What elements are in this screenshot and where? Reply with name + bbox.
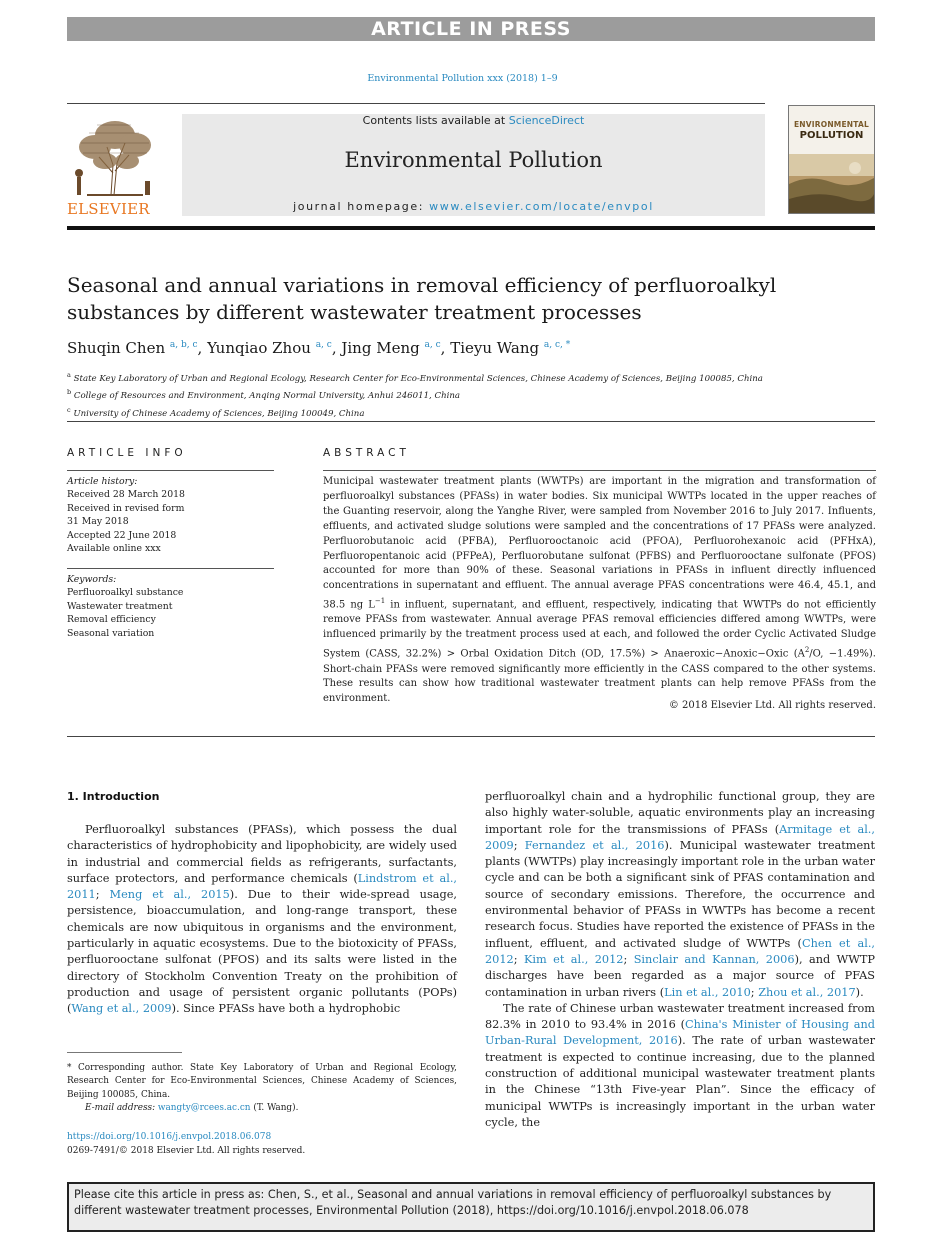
cover-title-2: POLLUTION bbox=[799, 130, 864, 141]
footnote-rule bbox=[67, 1052, 182, 1053]
header-thick-rule bbox=[67, 226, 875, 230]
sciencedirect-link[interactable]: ScienceDirect bbox=[508, 114, 585, 127]
affiliation-b: $^b$ College of Resources and Environment, Anqing Normal University, Anhui 246011, China bbox=[67, 388, 461, 402]
journal-reference[interactable]: Environmental Pollution xxx (2018) 1–9 bbox=[367, 73, 558, 84]
history-label: Article history: bbox=[67, 476, 138, 487]
section-heading: 1. Introduction bbox=[67, 790, 160, 803]
body-column-left: Perfluoroalkyl substances (PFASs), which possess the dual characteristics of hydrophobicity and lipophobicity, are widely used in industrial and commercial fields as refrigerants, surfactants, surface protectors, and performance chemicals (Lindstrom et al., 2011; Meng et al., 2015). Due to their wide-spread usage, persistence, bioaccumulation, and long-range transport, these chemicals are now ubiquitous in organisms and the environment, particularly in aquatic ecosystems. Due to the biotoxicity of PFASs, perfluorooctane sulfonat (PFOS) and its salts were listed in the directory of Stockholm Convention Treaty on the prohibition of production and usage of persistent organic pollutants (POPs) (Wang et al., 2009). Since PFASs have both a hydrophobic bbox=[67, 823, 457, 1016]
author-affil-marks[interactable]: a, c bbox=[315, 340, 332, 350]
history-item: Received in revised form bbox=[67, 502, 185, 514]
abstract-heading: ABSTRACT bbox=[323, 447, 410, 459]
keywords-label: Keywords: bbox=[67, 574, 117, 585]
elsevier-wordmark: ELSEVIER bbox=[67, 200, 150, 218]
citation-link[interactable]: Lin et al., 2010 bbox=[664, 985, 751, 999]
citation-link[interactable]: China's Minister of Housing and Urban-Rural Development, 2016 bbox=[485, 1018, 876, 1048]
citation-link[interactable]: Zhou et al., 2017 bbox=[758, 985, 856, 999]
corresponding-author-footnote: * Corresponding author. State Key Laboratory of Urban and Regional Ecology, Research Center for Eco-Environmental Sciences, Chinese Academy of Sciences, Beijing 100085, China. E-mail address: wangty@rcees.ac.cn (T. Wang). bbox=[67, 1063, 457, 1114]
author-list: Shuqin Chen $^{a, b, c}$, Yunqiao Zhou $^{a, c}$, Jing Meng $^{a, c}$, Tieyu Wang $^{a, c, *}$ bbox=[67, 339, 571, 357]
keyword: Seasonal variation bbox=[67, 627, 155, 639]
history-item: Available online xxx bbox=[67, 543, 161, 555]
author-name[interactable]: Tieyu Wang bbox=[450, 339, 540, 357]
article-title: Seasonal and annual variations in removal efficiency of perfluoroalkyl substances by different wastewater treatment processes bbox=[67, 273, 777, 324]
article-history bbox=[67, 475, 274, 555]
author-name[interactable]: Shuqin Chen bbox=[67, 339, 166, 357]
doi-link[interactable]: https://doi.org/10.1016/j.envpol.2018.06.078 bbox=[67, 1132, 272, 1142]
citation-link[interactable]: Kim et al., 2012 bbox=[523, 952, 624, 966]
divider bbox=[67, 421, 875, 422]
body-column-right: perfluoroalkyl chain and a hydrophilic functional group, they are also highly water-soluble, aquatic environments play an increasing important role for the transmissions of PFASs (Armitage et al., 2009; Fernandez et al., 2016). Municipal wastewater treatment plants (WWTPs) play increasingly important role in the urban water cycle and can be both a significant sink of PFAS contamination and source of secondary emissions. Therefore, the occurrence and environmental behavior of PFASs in WWTPs has become a recent research focus. Studies have reported the existence of PFASs in the influent, effluent, and activated sludge of WWTPs (Chen et al., 2012; Kim et al., 2012; Sinclair and Kannan, 2006), and WWTP discharges have been regarded as a major source of PFAS contamination in urban rivers (Lin et al., 2010; Zhou et al., 2017). The rate of Chinese urban wastewater treatment increased from 82.3% in 2010 to 93.4% in 2016 (China's Minister of Housing and Urban-Rural Development, 2016). The rate of urban wastewater treatment is expected to continue increasing, due to the planned construction of additional municipal wastewater treatment plants in the Chinese “13th Five-year Plan”. Since the efficacy of municipal WWTPs is increasingly important in the urban water cycle, the bbox=[485, 790, 876, 1129]
citation-link[interactable]: Fernandez et al., 2016 bbox=[524, 838, 665, 852]
author-name[interactable]: Yunqiao Zhou bbox=[207, 339, 311, 357]
header-rule bbox=[67, 103, 765, 104]
citation-link[interactable]: Lindstrom et al., 2011 bbox=[67, 871, 457, 902]
keyword: Wastewater treatment bbox=[67, 600, 173, 612]
history-item: 31 May 2018 bbox=[67, 516, 129, 528]
abstract-copyright: © 2018 Elsevier Ltd. All rights reserved. bbox=[668, 700, 876, 711]
abstract-text: Municipal wastewater treatment plants (WWTPs) are important in the migration and transformation of perfluoroalkyl substances (PFASs) in water bodies. Six municipal WWTPs located in the upper reaches of the Guanting reservoir, along the Yanghe River, were sampled from November 2016 to July 2017. Influents, effluents, and activated sludge solutions were sampled and the concentrations of 17 PFASs were analyzed. Perfluorobutanoic acid (PFBA), Perfluorooctanoic acid (PFOA), Perfluorohexanoic acid (PFHxA), Perfluoropentanoic acid (PFPeA), Perfluorobutane sulfonat (PFBS) and Perfluorooctane sulfonate (PFOS) accounted for more than 90% of these. Seasonal variations in PFASs in influent directly influenced concentrations in supernatant and effluent. The annual average PFAS concentrations were 46.4, 45.1, and 38.5 ng $L^{-1}$ in influent, supernatant, and effluent, respectively, indicating that WWTPs do not efficiently remove PFASs from wastewater. Annual average PFAS removal efficiencies differed among WWTPs, were influenced primarily by the treatment process used at each, and followed the order Cyclic Activated Sludge System (CASS, 32.2%) > Orbal Oxidation Ditch (OD, 17.5%) > Anaeroxic−Anoxic−Oxic ($A^2/O$, −1.49%). Short-chain PFASs were removed significantly more efficiently in the CASS compared to the other systems. These results can show how traditional wastewater treatment plants can help remove PFASs from the environment. bbox=[323, 476, 876, 705]
divider bbox=[67, 568, 274, 569]
citation-link[interactable]: Meng et al., 2015 bbox=[109, 888, 230, 902]
cite-this-article-box: Please cite this article in press as: Chen, S., et al., Seasonal and annual variations in removal efficiency of perfluoroalkyl substances by different wastewater treatment processes, Environmental Pollution (2018), https://doi.org/10.1016/j.envpol.2018.06.078 bbox=[67, 1182, 875, 1232]
issn-line: 0269-7491/© 2018 Elsevier Ltd. All rights reserved. bbox=[67, 1145, 306, 1156]
affiliation-c: $^c$ University of Chinese Academy of Sciences, Beijing 100049, China bbox=[67, 405, 365, 419]
author-affil-marks[interactable]: a, c, * bbox=[543, 340, 571, 350]
citation-link[interactable]: Wang et al., 2009 bbox=[71, 1002, 172, 1016]
citation-link[interactable]: Armitage et al., 2009 bbox=[485, 822, 875, 852]
doi-block bbox=[67, 1131, 305, 1158]
keywords bbox=[67, 573, 274, 640]
cover-photo bbox=[789, 154, 874, 214]
journal-title: Environmental Pollution bbox=[344, 148, 603, 172]
history-item: Accepted 22 June 2018 bbox=[67, 529, 177, 541]
article-info-heading: ARTICLE INFO bbox=[67, 447, 187, 459]
divider bbox=[67, 470, 274, 471]
keyword: Perfluoroalkyl substance bbox=[67, 587, 184, 599]
homepage-link[interactable]: www.elsevier.com/locate/envpol bbox=[429, 200, 654, 213]
affiliations bbox=[67, 369, 875, 421]
author-affil-marks[interactable]: a, c bbox=[424, 340, 441, 350]
journal-cover[interactable] bbox=[788, 105, 875, 214]
keyword: Removal efficiency bbox=[67, 614, 156, 626]
citation-link[interactable]: Chen et al., 2012 bbox=[485, 936, 875, 966]
affiliation-a: $^a$ State Key Laboratory of Urban and Regional Ecology, Research Center for Eco-Environmental Sciences, Chinese Academy of Sciences, Beijing 100085, China bbox=[67, 371, 763, 384]
citation-link[interactable]: Sinclair and Kannan, 2006 bbox=[633, 952, 795, 966]
divider bbox=[323, 470, 876, 471]
email-link[interactable]: wangty@rcees.ac.cn bbox=[157, 1103, 251, 1114]
article-in-press-banner: ARTICLE IN PRESS bbox=[67, 17, 875, 41]
author-name[interactable]: Jing Meng bbox=[341, 339, 420, 357]
author-affil-marks[interactable]: a, b, c bbox=[169, 340, 198, 350]
contents-line: Contents lists available at ScienceDirect bbox=[362, 114, 585, 127]
cover-title-1: ENVIRONMENTAL bbox=[793, 120, 869, 129]
divider bbox=[67, 736, 875, 737]
journal-homepage: journal homepage: www.elsevier.com/locate/envpol bbox=[293, 200, 654, 213]
history-item: Received 28 March 2018 bbox=[67, 489, 185, 501]
